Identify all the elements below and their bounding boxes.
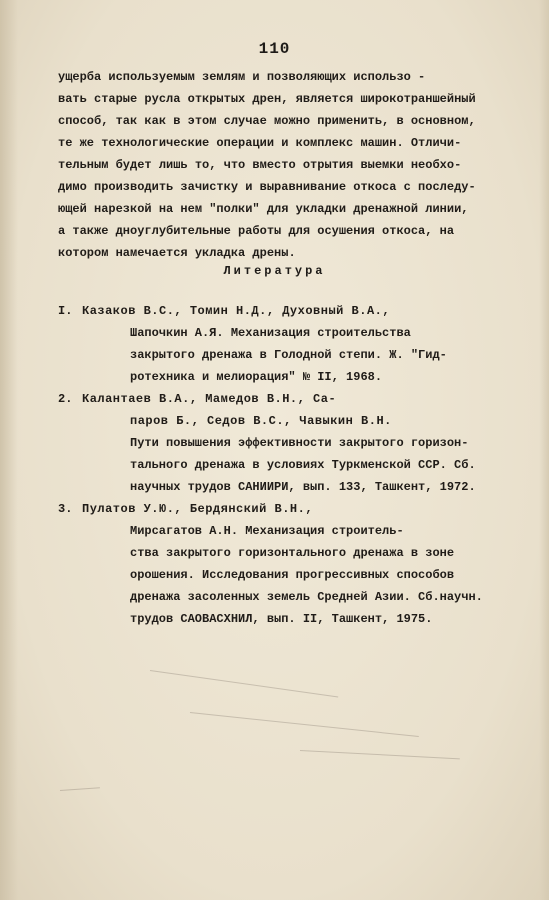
page-shadow-right xyxy=(539,0,549,900)
reference-1-line-2: Шапочкин А.Я. Механизация строительства xyxy=(130,326,411,340)
reference-2-line-5: научных трудов САНИИРИ, вып. 133, Ташкент, 1972. xyxy=(130,480,476,494)
reference-2-number: 2. xyxy=(58,392,73,406)
show-through-mark xyxy=(150,670,338,697)
body-line-7: ющей нарезкой на нем "полки" для укладки дренажной линии, xyxy=(58,202,469,216)
reference-3-line-2: Мирсагатов А.Н. Механизация строитель- xyxy=(130,524,404,538)
body-line-1: ущерба используемым землям и позволяющих использо - xyxy=(58,70,426,84)
reference-1-authors: Казаков В.С., Томин Н.Д., Духовный В.А., xyxy=(82,304,391,318)
show-through-mark xyxy=(300,750,460,759)
reference-3-authors: Пулатов У.Ю., Бердянский В.Н., xyxy=(82,502,314,516)
body-line-5: тельным будет лишь то, что вместо отрытия выемки необхо- xyxy=(58,158,462,172)
page-shadow-left xyxy=(0,0,18,900)
reference-3-number: 3. xyxy=(58,502,73,516)
reference-2-authors: Калантаев В.А., Мамедов В.Н., Са- xyxy=(82,392,337,406)
reference-2-line-4: тального дренажа в условиях Туркменской ССР. Сб. xyxy=(130,458,476,472)
references-heading: Литература xyxy=(223,264,326,278)
reference-1-line-3: закрытого дренажа в Голодной степи. Ж. "Гид- xyxy=(130,348,447,362)
reference-1-line-4: ротехника и мелиорация" № II, 1968. xyxy=(130,370,383,384)
reference-3-line-5: дренажа засоленных земель Средней Азии. Сб.научн. xyxy=(130,590,483,604)
reference-2-line-2: паров Б., Седов В.С., Чавыкин В.Н. xyxy=(130,414,392,428)
body-line-8: а также дноуглубительные работы для осушения откоса, на xyxy=(58,224,455,238)
body-line-2: вать старые русла открытых дрен, является широкотраншейный xyxy=(58,92,476,106)
show-through-mark xyxy=(60,787,100,791)
reference-3-line-6: трудов САОВАСХНИЛ, вып. II, Ташкент, 1975. xyxy=(130,612,433,626)
body-line-3: способ, так как в этом случае можно применить, в основном, xyxy=(58,114,476,128)
body-line-6: димо производить зачистку и выравнивание откоса с последу- xyxy=(58,180,476,194)
show-through-mark xyxy=(190,712,419,737)
body-line-4: те же технологические операции и комплекс машин. Отличи- xyxy=(58,136,462,150)
body-line-9: котором намечается укладка дрены. xyxy=(58,246,296,260)
reference-3-line-3: ства закрытого горизонтального дренажа в зоне xyxy=(130,546,455,560)
page-number: 110 xyxy=(258,40,291,58)
reference-1-number: I. xyxy=(58,304,73,318)
reference-2-line-3: Пути повышения эффективности закрытого горизон- xyxy=(130,436,469,450)
reference-3-line-4: орошения. Исследования прогрессивных способов xyxy=(130,568,455,582)
